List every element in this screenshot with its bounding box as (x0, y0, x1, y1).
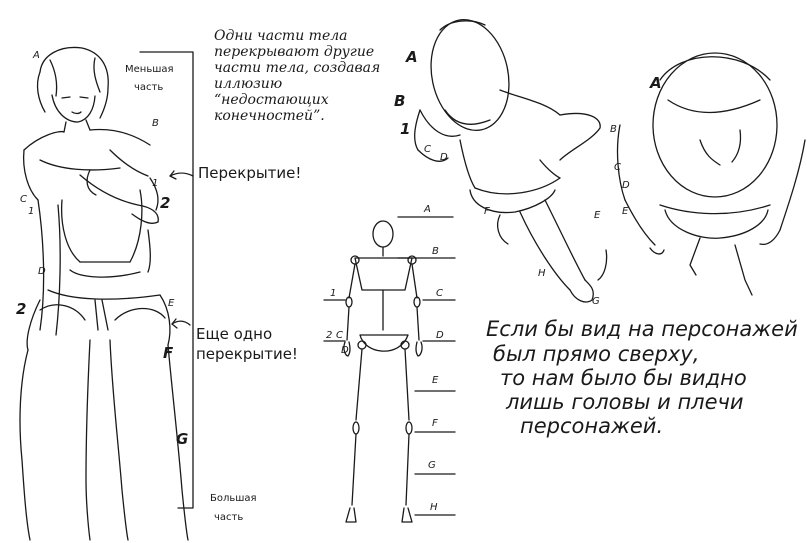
conclusion-line: то нам было бы видно (500, 366, 747, 390)
top1-label-g: G (592, 296, 600, 307)
top1-label-b: B (394, 92, 406, 110)
mannequin-label-c: C (436, 288, 443, 299)
top1-label-h: H (538, 268, 546, 279)
note-line: конечностей”. (214, 108, 325, 125)
top-view-figure-2 (618, 53, 805, 295)
top2-label-d: D (622, 180, 630, 191)
left-label-2: 2 (16, 300, 27, 318)
left-label-1b: 1 (152, 178, 159, 189)
left-label-a: A (33, 50, 40, 61)
note-line: Одни части тела (214, 28, 348, 44)
mannequin-label-f: F (432, 418, 438, 429)
top1-label-1: 1 (400, 120, 411, 138)
left-label-1: 1 (28, 206, 35, 217)
scale-top-label-line2: часть (134, 82, 164, 93)
overlap-callout-2-line1: Еще одно (196, 325, 273, 343)
scale-bottom-label-line1: Большая (210, 493, 257, 504)
left-label-c: C (20, 194, 27, 205)
note-line: иллюзию (214, 76, 283, 93)
left-label-f: F (163, 344, 174, 362)
scale-bottom-label-line2: часть (214, 512, 244, 523)
top2-label-a: A (650, 74, 662, 92)
top2-label-b: B (610, 124, 617, 135)
mannequin-label-d: D (436, 330, 444, 341)
top1-label-c: C (424, 144, 431, 155)
mannequin-label-e: E (432, 375, 439, 386)
mannequin-label-2: 2 (326, 330, 333, 341)
scale-top-label-line1: Меньшая (125, 64, 174, 75)
mannequin-label-h: H (430, 502, 438, 513)
top1-label-e: E (594, 210, 601, 221)
left-label-2b: 2 (160, 194, 171, 212)
left-label-g: G (176, 430, 189, 448)
left-figure-drawing (20, 47, 188, 540)
top1-label-a: A (406, 48, 418, 66)
note-line: части тела, создавая (214, 60, 381, 77)
conclusion-line: Если бы вид на персонажей (486, 317, 798, 341)
top1-label-d: D (440, 152, 448, 163)
conclusion-line: был прямо сверху, (493, 342, 700, 366)
conclusion-line: персонажей. (520, 414, 664, 438)
overlap-callout-2-line2: перекрытие! (196, 345, 298, 363)
left-label-e: E (168, 298, 175, 309)
overlap-explanation-note (214, 28, 380, 125)
conclusion-line: лишь головы и плечи (506, 390, 744, 414)
top1-label-f: F (484, 206, 490, 217)
mannequin-label-1: 1 (330, 288, 337, 299)
left-label-d: D (38, 266, 46, 277)
mannequin-label-b: B (432, 246, 439, 257)
top2-label-c: C (614, 162, 621, 173)
mannequin-label-a: A (424, 204, 431, 215)
mannequin-drawing (324, 217, 455, 522)
mannequin-label-d2: D (341, 345, 349, 356)
note-line: перекрывают другие (214, 44, 375, 61)
mannequin-label-g: G (428, 460, 436, 471)
overlap-callout-1: Перекрытие! (198, 164, 302, 182)
left-label-b: B (152, 118, 159, 129)
top2-label-e: E (622, 206, 629, 217)
note-line: “недостающих (214, 92, 329, 109)
mannequin-label-c2: C (336, 330, 343, 341)
